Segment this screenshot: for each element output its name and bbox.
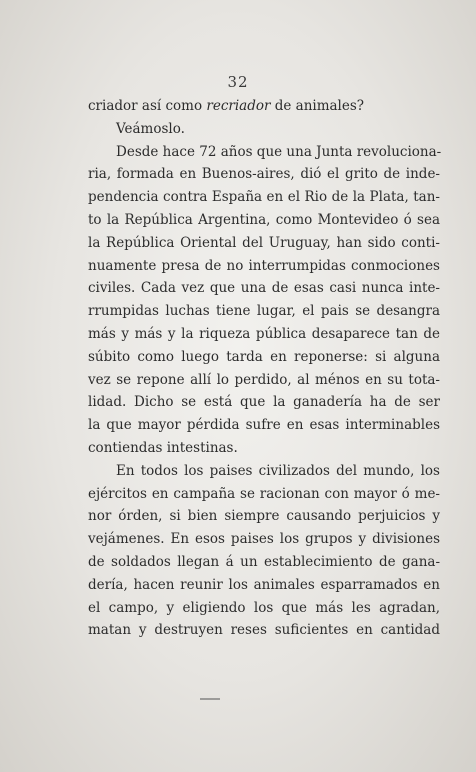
text-line: nor órden, si bien siempre causando perjuicios y: [88, 508, 440, 525]
text-line: nuamente presa de no interrumpidas conmociones: [88, 257, 440, 274]
text-line: vejámenes. En esos paises los grupos y divisiones: [88, 531, 440, 548]
text-line: to la República Argentina, como Montevideo ó sea: [88, 211, 440, 228]
paragraph-end-line: contiendas intestinas.: [88, 439, 238, 456]
page-number: 32: [227, 73, 249, 91]
body-text: [88, 95, 440, 642]
text-line: civiles. Cada vez que una de esas casi nunca inte-: [88, 280, 440, 297]
italic-word: recriador: [206, 98, 271, 114]
text-line: rrumpidas luchas tiene lugar, el pais se desangra: [88, 303, 440, 320]
text-line: lidad. Dicho se está que la ganadería ha de ser: [88, 394, 440, 411]
text-line: dería, hacen reunir los animales esparramados en: [88, 576, 440, 593]
text-segment: de animales?: [270, 98, 365, 114]
text-line: súbito como luego tarda en reponerse: si alguna: [88, 348, 440, 365]
text-line: ejércitos en campaña se racionan con mayor ó me-: [88, 485, 440, 502]
text-line: Veámoslo.: [116, 120, 185, 137]
text-line: matan y destruyen reses suficientes en cantidad: [88, 622, 440, 639]
printer-mark: [200, 698, 220, 700]
text-line: la que mayor pérdida sufre en esas interminables: [88, 417, 440, 434]
text-line: pendencia contra España en el Rio de la Plata, tan-: [88, 189, 440, 206]
text-segment: criador así como: [88, 98, 207, 114]
text-line: [88, 95, 440, 118]
text-line: de soldados llegan á un establecimiento de gana-: [88, 553, 440, 570]
text-line: la República Oriental del Uruguay, han sido conti-: [88, 234, 440, 251]
paragraph-start-line: En todos los paises civilizados del mundo, los: [116, 462, 440, 479]
text-line: vez se repone allí lo perdido, al ménos en su tota-: [88, 371, 440, 388]
text-line: ria, formada en Buenos-aires, dió el grito de inde-: [88, 166, 440, 183]
text-line: el campo, y eligiendo los que más les agradan,: [88, 599, 440, 616]
text-line: más y más y la riqueza pública desaparece tan de: [88, 325, 440, 342]
paragraph-start-line: Desde hace 72 años que una Junta revoluciona-: [116, 143, 442, 160]
